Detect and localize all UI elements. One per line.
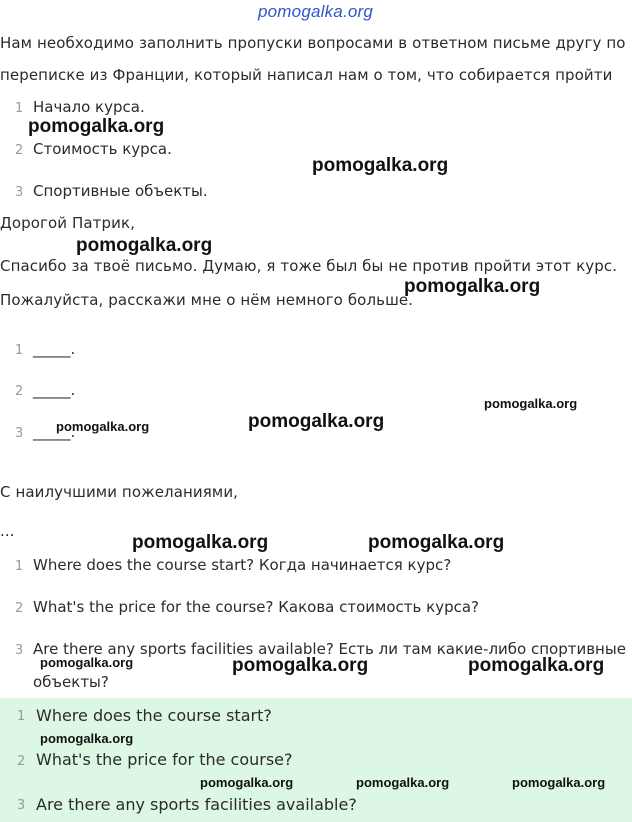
- intro-line-1: Нам необходимо заполнить пропуски вопросами в ответном письме другу по: [0, 34, 626, 52]
- question-number-1: 1: [15, 559, 24, 574]
- watermark-small: pomogalka.org: [356, 775, 450, 790]
- blank-number-2: 2: [15, 384, 24, 399]
- answer-number-3: 3: [17, 798, 26, 813]
- blank-1: _____.: [33, 340, 76, 358]
- question-3-line-2: объекты?: [33, 673, 109, 691]
- blank-number-3: 3: [15, 426, 24, 441]
- watermark-small: pomogalka.org: [40, 655, 134, 670]
- watermark: pomogalka.org: [76, 235, 213, 256]
- watermark-small: pomogalka.org: [40, 731, 134, 746]
- topic-number-2: 2: [15, 143, 24, 158]
- watermark-small: pomogalka.org: [200, 775, 294, 790]
- watermark: pomogalka.org: [368, 532, 505, 553]
- watermark: pomogalka.org: [132, 532, 269, 553]
- letter-line-2: Пожалуйста, расскажи мне о нём немного больше.: [0, 291, 414, 309]
- watermark: pomogalka.org: [232, 655, 369, 676]
- answer-number-2: 2: [17, 754, 26, 769]
- intro-line-2: переписке из Франции, который написал нам о том, что собирается пройти: [0, 66, 613, 84]
- answer-3: Are there any sports facilities available?: [36, 795, 357, 814]
- topic-item-2: Стоимость курса.: [33, 140, 172, 158]
- answer-number-1: 1: [17, 709, 26, 724]
- question-number-2: 2: [15, 601, 24, 616]
- header-site-watermark: pomogalka.org: [258, 2, 374, 21]
- answer-2: What's the price for the course?: [36, 750, 293, 769]
- watermark: pomogalka.org: [248, 411, 385, 432]
- watermark-small: pomogalka.org: [56, 419, 150, 434]
- blank-number-1: 1: [15, 343, 24, 358]
- letter-line-1: Спасибо за твоё письмо. Думаю, я тоже был бы не против пройти этот курс.: [0, 257, 618, 275]
- question-1: Where does the course start? Когда начинается курс?: [33, 556, 452, 574]
- question-2: What's the price for the course? Какова стоимость курса?: [33, 598, 479, 616]
- topic-number-1: 1: [15, 101, 24, 116]
- letter-signature: ...: [0, 522, 15, 540]
- watermark-small: pomogalka.org: [484, 396, 578, 411]
- topic-item-1: Начало курса.: [33, 98, 145, 116]
- letter-greeting: Дорогой Патрик,: [0, 214, 135, 232]
- letter-closing: С наилучшими пожеланиями,: [0, 483, 239, 501]
- watermark-small: pomogalka.org: [512, 775, 606, 790]
- answer-1: Where does the course start?: [36, 706, 272, 725]
- watermark: pomogalka.org: [28, 116, 165, 137]
- blank-3: _____.: [33, 423, 76, 441]
- watermark: pomogalka.org: [404, 276, 541, 297]
- question-number-3: 3: [15, 643, 24, 658]
- topic-number-3: 3: [15, 185, 24, 200]
- watermark: pomogalka.org: [312, 155, 449, 176]
- watermark: pomogalka.org: [468, 655, 605, 676]
- question-3-line-1: Are there any sports facilities available? Есть ли там какие-либо спортивные: [33, 640, 626, 658]
- topic-item-3: Спортивные объекты.: [33, 182, 208, 200]
- blank-2: _____.: [33, 381, 76, 399]
